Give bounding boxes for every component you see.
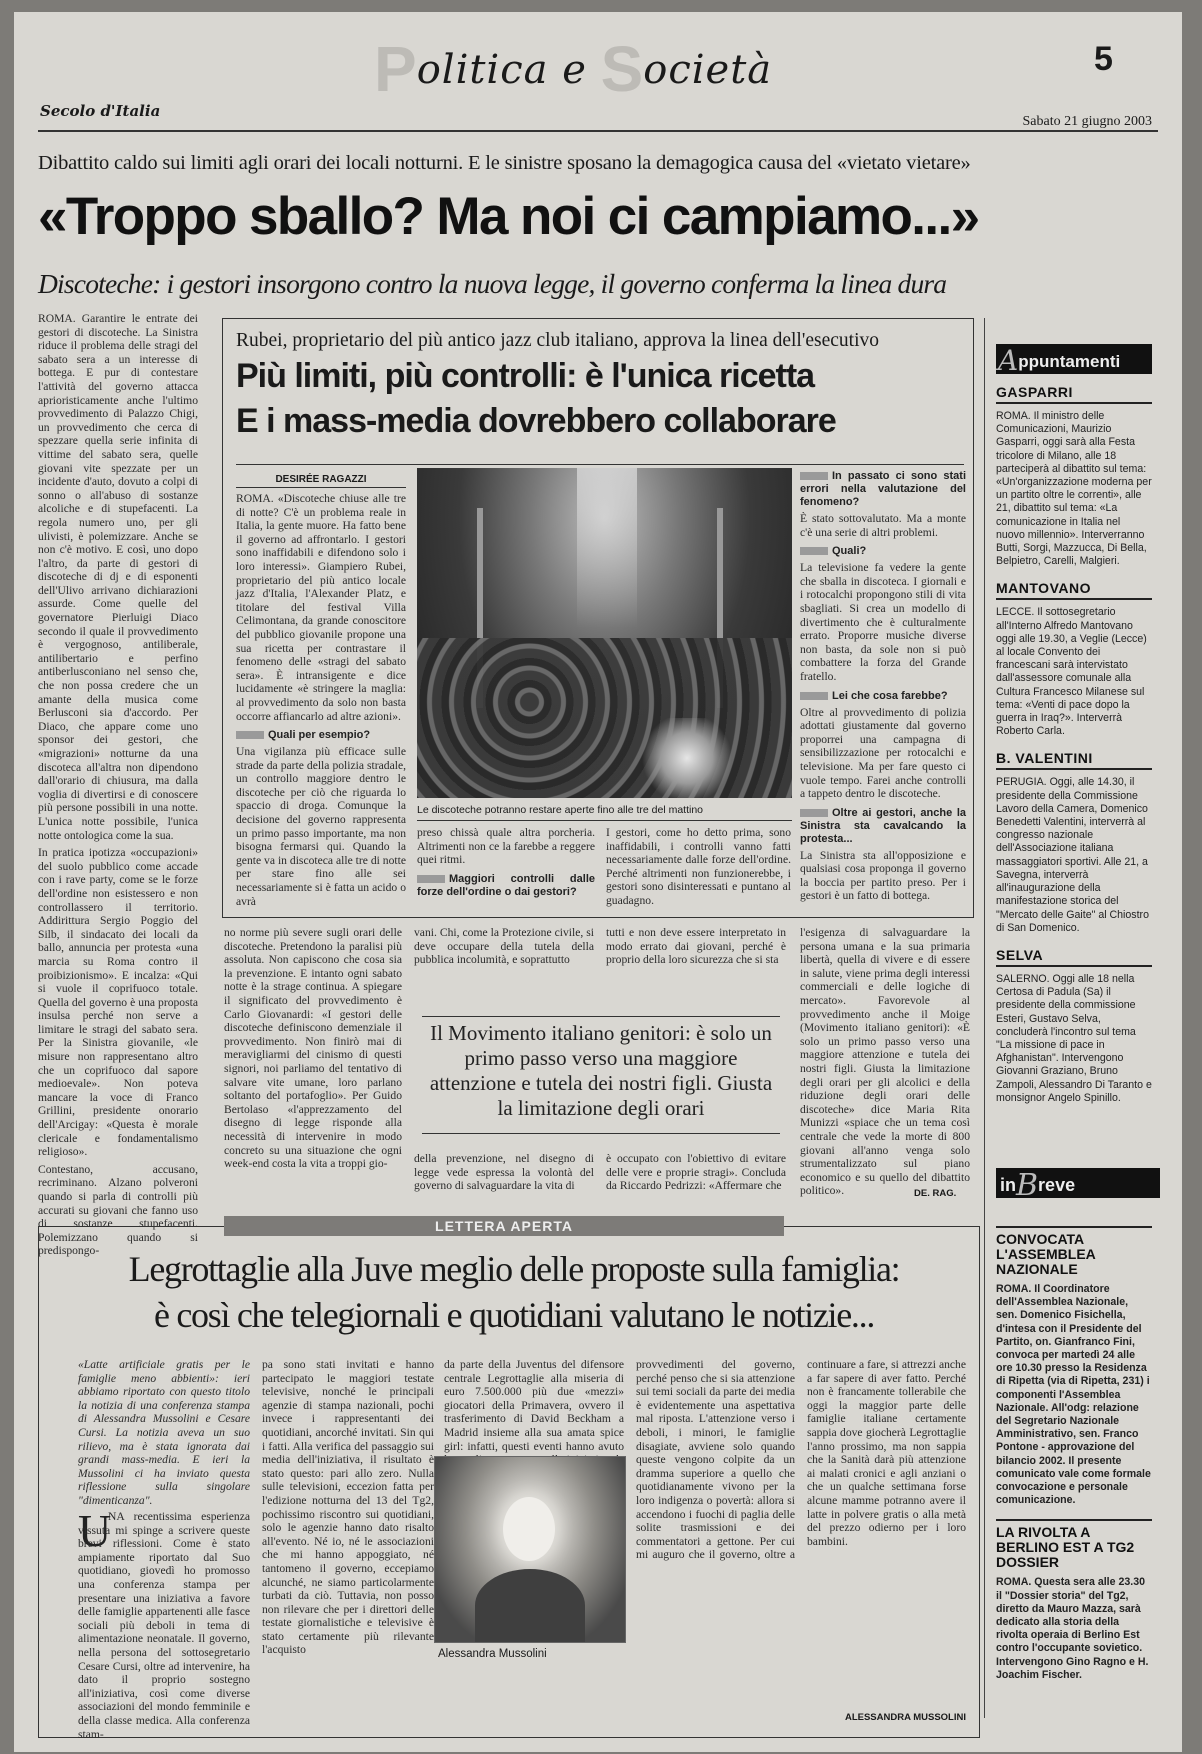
appointment-text: PERUGIA. Oggi, alle 14.30, il presidente della Commissione Lavoro della Camera, Domenico Benedetti Valentini, interverrà al congresso nazionale dell'Associazione italiana massaggiatori sportivi. Alle 21, a Savegna, interverrà all'inaugurazione della manifestazione storica del "Mercato delle Gaite" al Chiostro di San Domenico. xyxy=(996,776,1149,934)
in-breve-title: LA RIVOLTA A BERLINO EST A TG2 DOSSIER xyxy=(996,1524,1135,1571)
main-story-bottom-column-1: no norme più severe sugli orari delle discoteche. Pretendono la paralisi più assoluta. Non capiscono che cosa sia la prevenzione. E intanto ogni sabato notte è la strage continua. A spiegare il significato del provvedimento è Carlo Giovanardi: «I gestori delle discoteche definiscono demenziale il provvedimento. Non finirò mai di meravigliarmi del cinismo di questi signori, noi parliamo del tentativo di salvare vite umane, loro parlano soltanto del portafoglio». Per Guido Bertolaso «l'apprezzamento del disegno di legge risponde alla necessità di intervenire in modo concreto su una situazione che ogni week-end costa la vita a troppi gio- xyxy=(224,926,402,1171)
letter-column-3: da parte della Juventus del difensore centrale Legrottaglie alla miseria di euro 7.500.000 più due «mezzi» giocatori della Primavera, ovvero il trasferimento di David Beckham a Madrid insieme alla sua amata spice girl: infatti, questi eventi hanno avuto xyxy=(444,1358,624,1453)
appointment-text: LECCE. Il sottosegretario all'Interno Alfredo Mantovano oggi alle 19.30, a Veglie (Lecce) al locale Convento dei francescani sarà intervistato dall'assessore comunale alla Cultura Francesco Milanese sul tema: «Venti di pace dopo la guerra in Iraq?». Interverrà Roberto Carla. xyxy=(996,606,1147,738)
letter-label: LETTERA APERTA xyxy=(224,1216,784,1236)
section-title: Politica e Società xyxy=(374,33,773,105)
main-headline: «Troppo sballo? Ma noi ci campiamo...» xyxy=(38,187,979,246)
appointment-item xyxy=(996,947,1152,1105)
in-breve-item xyxy=(996,1226,1152,1507)
letter-headline-2: è così che telegiornali e quotidiani valutano le notizie... xyxy=(153,1295,875,1335)
interview-byline: DESIRÉE RAGAZZI xyxy=(236,474,406,488)
letter-column-2: pa sono stati invitati e hanno partecipato le maggiori testate televisive, nonché le principali agenzie di stampa nazionali, pochi invece i rappresentanti dei quotidiani, ancorché invitati. Sin qui i fatti. Alla verifica del passaggio sui media dell'iniziativa, il risultato è stato questo: pari allo zero. Nulla sulle televisioni, eccezion fatta per l'edizione notturna del 13 del Tg2, pochissimo riscontro sui quotidiani, solo le agenzie hanno dato risalto all'evento. Né io, né le associazioni che mi hanno appoggiato, né tantomeno il governo, eccepiamo alcunché, ne siamo particolarmente turbati da ciò. Tuttavia, non posso non rilevare che per i direttori delle testate giornalistiche e televisive è stato certamente più rilevante l'acquisto xyxy=(262,1358,434,1657)
mussolini-photo-caption: Alessandra Mussolini xyxy=(438,1648,547,1660)
appointment-name: B. VALENTINI xyxy=(996,750,1152,770)
letter-headline-1: Legrottaglie alla Juve meglio delle proposte sulla famiglia: xyxy=(128,1249,900,1289)
interview-column-4: In passato ci sono stati errori nella valutazione del fenomeno? È stato sottovalutato. Ma a monte c'è una serie di altri problemi. Quali? La televisione fa vedere la gente che sballa in discoteca. I giornali e i rotocalchi propongono stili di vita sbagliati. Si crea un modello di divertimento che è culturalmente errato. Proporre musiche diverse non basta, da sole non si può combattere la forza del Grande fratello. Lei che cosa farebbe? Oltre al provvedimento di polizia adottati giustamente dal governo proporrei una campagna di sensibilizzazione per rotocalchi e televisione. Ma per fare questo ci vuole tempo. Farei anche controlli a tappeto dentro le discoteche. Oltre ai gestori, anche la Sinistra sta cavalcando la protesta... La Sinistra sta all'opposizione e qualsiasi cosa proponga il governo la boccia per partito preso. Per i gestori è un fatto di bottega. xyxy=(800,470,966,903)
interview-kicker: Rubei, proprietario del più antico jazz club italiano, approva la linea dell'esecutivo xyxy=(236,330,879,351)
mussolini-photo xyxy=(434,1456,626,1643)
appointment-text: ROMA. Il ministro delle Comunicazioni, Maurizio Gasparri, oggi sarà alla Festa tricolore di Milano, alle 18 parteciperà al dibattito sul tema: «Un'organizzazione moderna per un partito oltre le correnti», alle 21, dibattito sul tema: «La comunicazione in Italia nel nuovo millennio». Interverranno Butti, Sorgi, Mazzucca, Di Bella, Belpietro, Carelli, Malgieri. xyxy=(996,410,1152,568)
interview-headline-2: E i mass-media dovrebbero collaborare xyxy=(236,402,836,440)
main-story-signoff: DE. RAG. xyxy=(914,1188,957,1199)
appointment-name: MANTOVANO xyxy=(996,580,1152,600)
interview-column-1: ROMA. «Discoteche chiuse alle tre di notte? C'è un problema reale in Italia, la gente muore. Ha fatto bene il governo ad affrontarlo. I gestori sono inaffidabili e difendono solo i loro interessi». Giampiero Rubei, proprietario del più antico locale jazz d'Italia, l'Alexander Platz, e titolare del festival Villa Celimontana, da grande conoscitore del pubblico giovanile propone una sua ricetta per contrastare il fenomeno delle «stragi del sabato sera». È intransigente e dice lucidamente «è stringere la maglia: al provvedimento da solo non basta occorre affiancarlo ad altre azioni». Quali per esempio? Una vigilanza più efficace sulle strade da parte della polizia stradale, un controllo maggiore dentro le discoteche per ciò che riguarda lo spaccio di droga. Comunque la decisione del governo rappresenta un primo passo importante, ma non bisogna fermarsi qui. Quando la gente va in discoteca alle tre di notte per stare fino alle sei necessariamente si è fatta un acido o avrà xyxy=(236,492,406,908)
main-story-bottom-column-3: tutti e non deve essere interpretato in modo errato dai giovani, perché è proprio della loro sicurezza che si sta xyxy=(606,926,786,967)
photo-light-beam xyxy=(577,468,637,628)
pullquote: Il Movimento italiano genitori: è solo un primo passo verso una maggiore attenzione e tutela dei nostri figli. Giusta la limitazione degli orari xyxy=(422,1016,780,1134)
appointment-item xyxy=(996,750,1152,934)
interview-headline-1: Più limiti, più controlli: è l'unica ricetta xyxy=(236,357,815,395)
photo-face xyxy=(503,1497,555,1561)
section-initial-2: S xyxy=(600,33,644,105)
appointment-text: SALERNO. Oggi alle 18 nella Certosa di Padula (Sa) il presidente della commissione Esteri, Gustavo Selva, concluderà l'incontro sul tema "La missione di pace in Afghanistan". Intervengono Giovanni Graziano, Bruno Zampoli, Alessandro Di Taranto e monsignor Angelo Spinillo. xyxy=(996,972,1152,1104)
letter-dropcap: U xyxy=(78,1505,112,1556)
letter-signature: ALESSANDRA MUSSOLINI xyxy=(844,1712,966,1723)
disco-photo xyxy=(417,468,792,798)
appointment-item xyxy=(996,384,1152,568)
interview-rule xyxy=(236,464,964,465)
sidebar-rule xyxy=(984,318,985,1718)
main-story-bottom-column-3b: è occupato con l'obiettivo di evitare delle vere e proprie stragi». Concluda da Riccardo Pedrizzi: «Affermare che xyxy=(606,1152,786,1193)
appointments-header: Appuntamenti xyxy=(996,344,1152,374)
letter-intro: «Latte artificiale gratis per le famiglie meno abbienti»: ieri abbiamo riportato con questo titolo la notizia di una conferenza stampa di Alessandra Mussolini e Cesare Cursi. La notizia aveva un suo rilievo, ma è stata ignorata dai grandi mass-media. E ieri la Mussolini ci ha inviato questa riflessione sulla singolare "dimenticanza". xyxy=(78,1358,250,1507)
in-breve-header: inBreve xyxy=(996,1168,1160,1198)
main-subhead: Discoteche: i gestori insorgono contro la nuova legge, il governo conferma la linea dura xyxy=(38,268,947,299)
letter-column-1: NA recentissima esperienza vissuta mi spinge a scrivere queste brevi riflessioni. Come è stato ampiamente riportato dal Suo quotidiano, giovedì ho promosso una conferenza stampa per presentare una iniziativa a favore delle famiglie appartenenti alle fasce sociali più deboli in tema di alimentazione neonatale. Il governo, nella persona del sottosegretario Cesare Cursi, oltre ad intervenire, ha dato il proprio sostegno all'iniziativa, così come diverse associazioni del mondo femminile e della classe medica. Alla conferenza stam- xyxy=(78,1510,250,1741)
main-kicker: Dibattito caldo sui limiti agli orari dei locali notturni. E le sinistre sposano la demagogica causa del «vietato vietare» xyxy=(38,152,971,174)
interview-column-3: I gestori, come ho detto prima, sono inaffidabili, i controlli vanno fatti necessariamente dalle forze dell'ordine. Perché altrimenti non funzionerebbe, i gestori sono disinteressati e puntano al guadagno. xyxy=(606,826,791,907)
photo-caption: Le discoteche potranno restare aperte fino alle tre del mattino xyxy=(417,804,704,816)
appointment-name: GASPARRI xyxy=(996,384,1152,404)
in-breve-text: ROMA. Il Coordinatore dell'Assemblea Nazionale, sen. Domenico Fisichella, d'intesa con il Presidente del Partito, on. Gianfranco Fini, convoca per martedì 24 alle ore 10.30 presso la Residenza di Ripetta (via di Ripetta, 231) i componenti l'Assemblea Nazionale. All'odg: relazione del Segretario Nazionale Amministrativo, sen. Franco Pontone - approvazione del bilancio 2002. Il presente comunicato vale come formale convocazione e personale comunicazione. xyxy=(996,1283,1151,1507)
newspaper-name: Secolo d'Italia xyxy=(40,102,161,120)
newspaper-page xyxy=(14,12,1182,1752)
photo-highlight xyxy=(637,718,737,798)
main-story-bottom-column-2: vani. Chi, come la Protezione civile, si deve occupare della tutela della pubblica incolumità, e soprattutto xyxy=(414,926,594,967)
letter-column-4: provvedimenti del governo, perché penso che si sia attenzione sui temi sociali da parte dei media è evidentemente una aspettativa mal riposta. L'attenzione verso i deboli, i minori, le famiglie disagiate, avviene solo quando queste vengono colpite da un dramma superiore a quello che quotidianamente vivono per la loro indigenza o povertà: allora si accendono i fuochi di paglia delle solite trasmissioni e dei commentatori a gettone. Per cui mi auguro che il governo, oltre a continuare a fare, si attrezzi anche a far sapere di aver fatto. Perché non è francamente tollerabile che oggi la maggior parte delle famiglie italiane certamente sappia dove giocherà Legrottaglie l'anno prossimo, ma non sappia che la Sanità darà più attenzione ai malati cronici e agli anziani o che un qualche settimana forse alcune mamme potranno avere il latte in polvere gratis o alla metà del prezzo odierno per i loro bambini. xyxy=(636,1358,966,1562)
main-story-bottom-column-2b: della prevenzione, nel disegno di legge vede espressa la volontà del governo di salvaguardare la vita di xyxy=(414,1152,594,1193)
section-initial-1: P xyxy=(374,33,417,105)
appointment-item xyxy=(996,580,1152,738)
appointment-name: SELVA xyxy=(996,947,1152,967)
in-breve-item xyxy=(996,1519,1152,1682)
masthead-rule xyxy=(38,130,1158,132)
interview-column-2: preso chissà quale altra porcheria. Altrimenti non ce la farebbe a reggere quei ritmi. Maggiori controlli dalle forze dell'ordine o dai gestori? xyxy=(417,826,595,898)
in-breve-title: CONVOCATA L'ASSEMBLEA NAZIONALE xyxy=(996,1231,1096,1277)
page-number: 5 xyxy=(1094,40,1113,78)
appointments-list xyxy=(996,384,1152,1104)
main-story-left-column: ROMA. Garantire le entrate dei gestori di discoteche. La Sinistra riduce il problema delle stragi del sabato sera a un interesse di bottega. E pur di contestare l'attività del governo attacca aprioristicamente anche l'ultimo provvedimento di Palazzo Chigi, un provvedimento che cerca di spezzare quella serie infinita di vittime del sabato sera, quelle giovani vite spezzate per un incidente d'auto, dovuto a colpi di sonno o all'abuso di sostanze alcoliche e di stupefacenti. La regola numero uno, per gli ulivisti, è polemizzare. Anche se non c'è motivo. E così, uno dopo l'altro, da parte di gestori di discoteche di dj e di esponenti dell'Ulivo arrivano dichiarazioni assurde. Come quelle del governatore Pierluigi Diaco secondo il quale il provvedimento è vergognoso, antiliberale, antilibertario e perfino antiberlusconiano nel senso che, che non possa credere che un amante della musica come Berlusconi sia d'accordo. Per Diaco, che appare come uno sponsor dei gestori, che «migrazioni» notturne da una discoteca all'altra non dipendono dall'orario di chiusura, ma dalla voglia di divertirsi e di conoscere più persone possibili in una notte. L'unica notte possibile, l'unica notte ontologica come la sua. In pratica ipotizza «occupazioni» del suolo pubblico come accade con i rave party, come se le forze dell'ordine non esistessero e non controllassero il territorio. Addirittura Sergio Poggio del Silb, il sindacato dei locali da ballo, annuncia per protesta «una marcia su Roma contro il proibizionismo». E incalza: «Qui si vuole il coprifuoco totale. Quella del governo è una proposta insulsa perché non serve a limitare le stragi del sabato sera. Per la Sinistra giovanile, «le misure non rappresentano altro che un coprifuoco dal sapore medioevale». Non poteva mancare la voce di Franco Grillini, presidente onorario dell'Arcigay: «Questa è morale clericale e fondamentalismo religioso». Contestano, accusano, recriminano. Alzano polveroni quando si parla di controlli più accurati su giovani che fanno uso di sostanze stupefacenti. Polemizzano quando si predispongo- xyxy=(38,312,198,1258)
main-story-bottom-column-4: l'esigenza di salvaguardare la persona umana e la sua primaria libertà, quella di vivere e di essere in salute, viene prima degli interessi commerciali e delle logiche di mercato». Favorevole al provvedimento anche il Moige (Movimento italiano genitori): «È solo un primo passo verso una maggiore attenzione e tutela dei nostri figli. Giusta la limitazione degli orari per gli alcolici e della riduzione degli orari delle discoteche» dice Maria Rita Munizzi «spiace che un tema così centrale che vede la morte di 800 giovani all'anno venga solo strumentalizzato sul piano economico e su quello del dibattito politico». xyxy=(800,926,970,1198)
caption-rule xyxy=(417,820,792,821)
in-breve-list xyxy=(996,1226,1152,1736)
in-breve-text: ROMA. Questa sera alle 23.30 il "Dossier storia" del Tg2, diretto da Mauro Mazza, sarà dedicato alla storia della rivolta operaia di Berlino Est contro l'occupante sovietico. Intervengono Gino Ragno e H. Joachim Fischer. xyxy=(996,1576,1149,1681)
photo-shoulders xyxy=(475,1569,585,1642)
issue-date: Sabato 21 giugno 2003 xyxy=(1022,114,1152,129)
